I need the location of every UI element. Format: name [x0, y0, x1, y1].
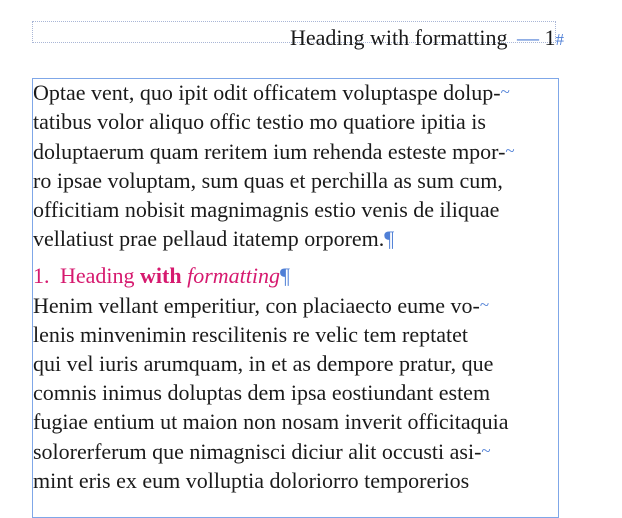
- soft-hyphen-marker-icon: ~: [505, 141, 515, 160]
- p1-line-3: doluptaerum quam reritem ium rehenda esteste mpor-: [33, 139, 506, 164]
- heading-number: 1.: [33, 263, 50, 288]
- p2-line-2: lenis minvenimin rescilitenis re velic tem reptatet: [33, 322, 468, 347]
- heading-word-bold: with: [140, 263, 182, 288]
- p2-line-1: Henim vellant emperitiur, con placiaecto eume vo-: [33, 293, 480, 318]
- p1-line-1: Optae vent, quo ipit odit officatem voluptaspe dolup-: [33, 80, 501, 105]
- paragraph-2[interactable]: [33, 290, 557, 495]
- header-separator: —: [517, 25, 539, 50]
- header-page-number: 1: [544, 25, 556, 50]
- soft-hyphen-marker-icon: ~: [481, 441, 491, 460]
- header-end-marker-icon: #: [555, 30, 564, 49]
- section-heading[interactable]: [33, 261, 557, 290]
- p1-line-5: officitiam nobisit magnimagnis estio venis de iliquae: [33, 197, 500, 222]
- p2-line-5: fugiae entium ut maion non nosam inverit officitaquia: [33, 409, 509, 434]
- p2-line-6: solorerferum que nimagnisci diciur alit occusti asi-: [33, 439, 482, 464]
- heading-word-italic: formatting: [187, 263, 280, 288]
- body-copy[interactable]: [33, 77, 557, 495]
- header-title: Heading with formatting: [289, 25, 508, 50]
- p2-line-3: qui vel iuris arumquam, in et as dempore pratur, que: [33, 351, 494, 376]
- p1-line-4: ro ipsae voluptam, sum quas et perchilla as sum cum,: [33, 168, 503, 193]
- pilcrow-icon: ¶: [280, 263, 290, 288]
- soft-hyphen-marker-icon: ~: [500, 82, 510, 101]
- pilcrow-icon: ¶: [384, 226, 395, 251]
- soft-hyphen-marker-icon: ~: [479, 295, 490, 314]
- p1-line-6: vellatiust prae pellaud itatemp orporem.: [33, 226, 385, 251]
- running-header[interactable]: [290, 24, 564, 54]
- heading-word-1: Heading: [60, 263, 135, 288]
- paragraph-1[interactable]: [33, 77, 557, 253]
- p2-line-4: comnis inimus doluptas dem ipsa eostiundant estem: [33, 380, 491, 405]
- p1-line-2: tatibus volor aliquo offic testio mo quatiore ipitia is: [33, 109, 486, 134]
- p2-line-7: mint eris ex eum volluptia doloriorro temporerios: [33, 468, 470, 493]
